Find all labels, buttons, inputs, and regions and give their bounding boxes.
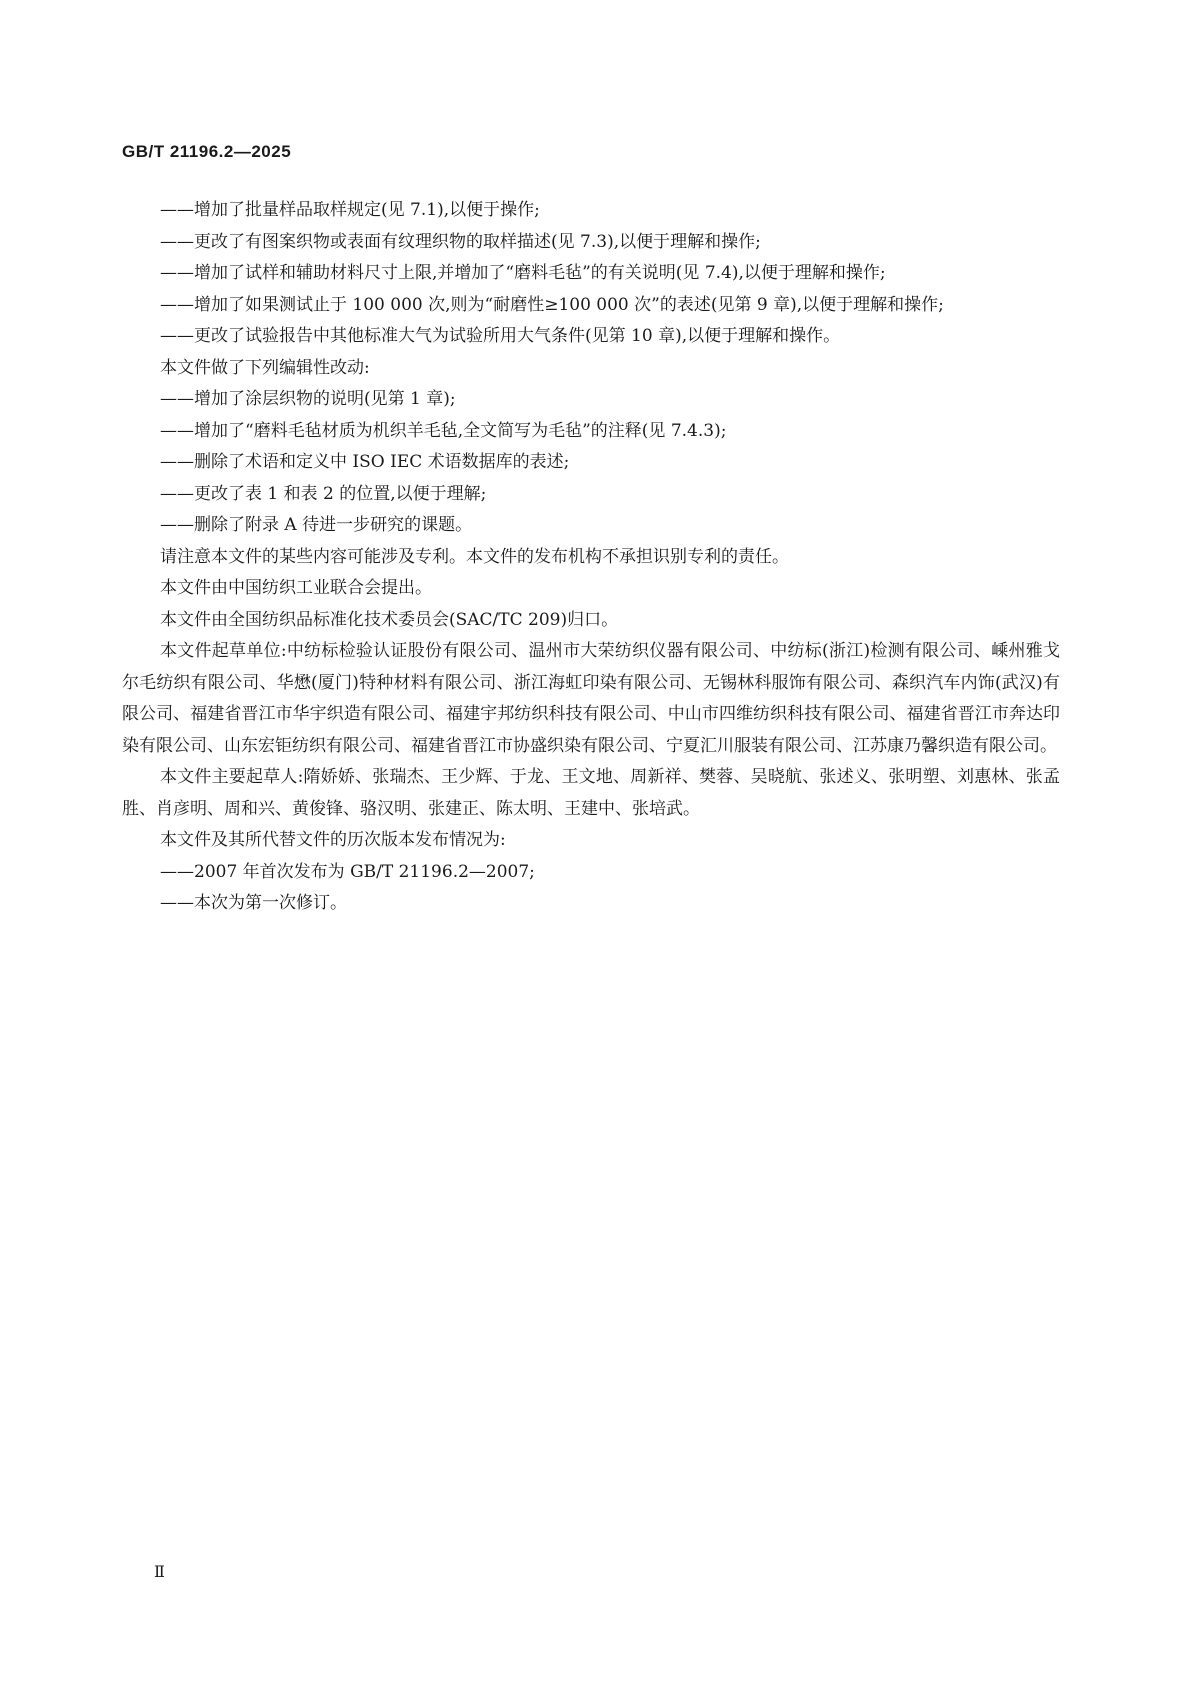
list-item: ——删除了附录 A 待进一步研究的课题。 <box>160 515 473 535</box>
list-item: ——更改了表 1 和表 2 的位置,以便于理解; <box>160 483 487 504</box>
drafting-units: 本文件起草单位:中纺标检验认证股份有限公司、温州市大荣纺织仪器有限公司、中纺标(浙江)检测有限公司、嵊州雅戈尔毛纺织有限公司、华懋(厦门)特种材料有限公司、浙江海虹印染有限公司、无锡林科服饰有限公司、森织汽车内饰(武汉)有限公司、福建省晋江市华宇织造有限公司、福建宇邦纺织科技有限公司、中山市四维纺织科技有限公司、福建省晋江市奔达印染有限公司、山东宏钜纺织有限公司、福建省晋江市协盛织染有限公司、宁夏汇川服装有限公司、江苏康乃馨织造有限公司。 <box>122 641 1060 756</box>
patent-note: 请注意本文件的某些内容可能涉及专利。本文件的发布机构不承担识别专利的责任。 <box>160 546 789 567</box>
list-item: ——增加了涂层织物的说明(见第 1 章); <box>160 389 456 409</box>
list-item: ——增加了批量样品取样规定(见 7.1),以便于操作; <box>160 200 540 220</box>
history-intro: 本文件及其所代替文件的历次版本发布情况为: <box>160 830 506 850</box>
list-item: ——本次为第一次修订。 <box>160 893 347 913</box>
list-item: ——删除了术语和定义中 ISO IEC 术语数据库的表述; <box>160 452 570 472</box>
list-item: ——增加了“磨料毛毡材质为机织羊毛毡,全文简写为毛毡”的注释(见 7.4.3); <box>160 420 727 441</box>
document-code: GB/T 21196.2—2025 <box>122 142 292 161</box>
document-body <box>122 195 1060 920</box>
list-item: ——更改了试验报告中其他标准大气为试验所用大气条件(见第 10 章),以便于理解和操作。 <box>160 326 841 346</box>
page-number: Ⅱ <box>154 1562 165 1581</box>
list-item: ——增加了如果测试止于 100 000 次,则为“耐磨性≥100 000 次”的表述(见第 9 章),以便于理解和操作; <box>160 294 944 315</box>
editorial-intro: 本文件做了下列编辑性改动: <box>160 357 370 378</box>
list-item: ——更改了有图案织物或表面有纹理织物的取样描述(见 7.3),以便于理解和操作; <box>160 231 761 252</box>
committee-statement: 本文件由全国纺织品标准化技术委员会(SAC/TC 209)归口。 <box>160 609 619 630</box>
list-item: ——增加了试样和辅助材料尺寸上限,并增加了“磨料毛毡”的有关说明(见 7.4),以便于理解和操作; <box>160 263 886 283</box>
list-item: ——2007 年首次发布为 GB/T 21196.2—2007; <box>160 861 535 882</box>
proposer-statement: 本文件由中国纺织工业联合会提出。 <box>160 578 432 598</box>
drafters: 本文件主要起草人:隋娇娇、张瑞杰、王少辉、于龙、王文地、周新祥、樊蓉、吴晓航、张述义、张明塑、刘惠林、张孟胜、肖彦明、周和兴、黄俊锋、骆汉明、张建正、陈太明、王建中、张培武。 <box>122 767 1060 819</box>
